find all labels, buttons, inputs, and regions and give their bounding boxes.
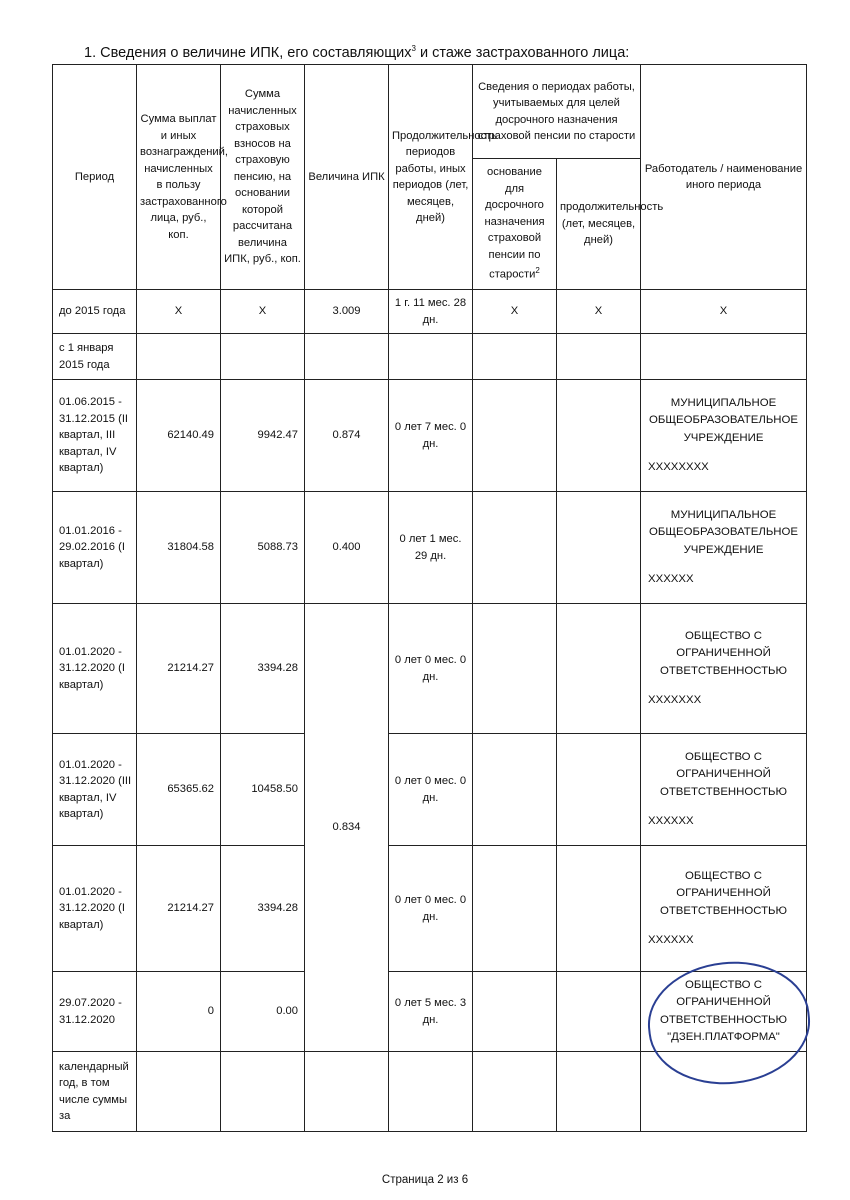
cell-early-duration — [557, 380, 641, 492]
table-row — [53, 492, 807, 604]
table-row — [53, 380, 807, 492]
cell-employer — [641, 380, 807, 492]
cell-early-duration: X — [557, 290, 641, 334]
table-row — [53, 290, 807, 334]
cell-duration — [389, 334, 473, 380]
cell-ipk: 0.874 — [305, 380, 389, 492]
cell-ipk: 3.009 — [305, 290, 389, 334]
cell-employer — [641, 734, 807, 846]
employer-code: XXXXXXX — [648, 694, 702, 706]
cell-early-duration — [557, 846, 641, 972]
cell-period: до 2015 года — [53, 290, 137, 334]
cell-contributions: 0.00 — [221, 972, 305, 1052]
cell-period: 01.01.2016 - 29.02.2016 (I квартал) — [53, 492, 137, 604]
cell-early-duration — [557, 334, 641, 380]
cell-basis — [473, 492, 557, 604]
cell-period: 01.01.2020 - 31.12.2020 (III квартал, IV квартал) — [53, 734, 137, 846]
header-early-duration: продолжительность (лет, месяцев, дней) — [557, 159, 641, 290]
cell-employer — [641, 492, 807, 604]
cell-period: 01.06.2015 - 31.12.2015 (II квартал, III квартал, IV квартал) — [53, 380, 137, 492]
cell-basis — [473, 734, 557, 846]
employer-code: XXXXXX — [648, 934, 694, 946]
cell-payments — [137, 334, 221, 380]
employer-name: ОБЩЕСТВО С ОГРАНИЧЕННОЙ ОТВЕТСТВЕННОСТЬЮ — [659, 629, 788, 677]
header-sum-payments: Сумма выплат и иных вознаграждений, начисленных в пользу застрахованного лица, руб., коп. — [137, 65, 221, 290]
cell-basis — [473, 1052, 557, 1132]
cell-ipk-merged: 0.834 — [305, 604, 389, 1052]
cell-duration: 0 лет 0 мес. 0 дн. — [389, 846, 473, 972]
cell-basis — [473, 972, 557, 1052]
cell-contributions: 5088.73 — [221, 492, 305, 604]
cell-duration: 0 лет 0 мес. 0 дн. — [389, 734, 473, 846]
cell-period: 01.01.2020 - 31.12.2020 (I квартал) — [53, 604, 137, 734]
cell-employer: ОБЩЕСТВО С ОГРАНИЧЕННОЙ ОТВЕТСТВЕННОСТЬЮ "ДЗЕН.ПЛАТФОРМА" — [641, 972, 807, 1052]
table-row — [53, 846, 807, 972]
table-row — [53, 604, 807, 734]
employer-code: XXXXXX — [648, 815, 694, 827]
header-employer: Работодатель / наименование иного периода — [641, 65, 807, 290]
cell-contributions: 10458.50 — [221, 734, 305, 846]
employer-code: XXXXXX — [648, 573, 694, 585]
cell-employer: X — [641, 290, 807, 334]
cell-payments: 62140.49 — [137, 380, 221, 492]
header-early-basis: основание для досрочного назначения страховой пенсии по старости$^2$ — [473, 159, 557, 290]
cell-payments: 21214.27 — [137, 846, 221, 972]
cell-duration: 1 г. 11 мес. 28 дн. — [389, 290, 473, 334]
cell-contributions — [221, 334, 305, 380]
page-number: Страница 2 из 6 — [381, 1174, 469, 1186]
table-row — [53, 734, 807, 846]
header-early-group: Сведения о периодах работы, учитываемых для целей досрочного назначения страховой пенсии по старости — [473, 65, 641, 159]
cell-payments — [137, 1052, 221, 1132]
cell-duration — [389, 1052, 473, 1132]
cell-ipk: 0.400 — [305, 492, 389, 604]
cell-payments: 21214.27 — [137, 604, 221, 734]
cell-duration: 0 лет 5 мес. 3 дн. — [389, 972, 473, 1052]
cell-contributions — [221, 1052, 305, 1132]
cell-early-duration — [557, 972, 641, 1052]
cell-payments: 0 — [137, 972, 221, 1052]
cell-early-duration — [557, 1052, 641, 1132]
cell-duration: 0 лет 7 мес. 0 дн. — [389, 380, 473, 492]
cell-early-duration — [557, 604, 641, 734]
cell-basis — [473, 604, 557, 734]
employer-name: ОБЩЕСТВО С ОГРАНИЧЕННОЙ ОТВЕТСТВЕННОСТЬЮ — [659, 869, 788, 917]
employer-name: ОБЩЕСТВО С ОГРАНИЧЕННОЙ ОТВЕТСТВЕННОСТЬЮ — [659, 750, 788, 798]
cell-employer — [641, 334, 807, 380]
cell-early-duration — [557, 734, 641, 846]
cell-payments: X — [137, 290, 221, 334]
header-ipk: Величина ИПК — [305, 65, 389, 290]
employer-name: МУНИЦИПАЛЬНОЕ ОБЩЕОБРАЗОВАТЕЛЬНОЕ УЧРЕЖДЕНИЕ — [649, 508, 798, 556]
header-sum-contributions: Сумма начисленных страховых взносов на страховую пенсию, на основании которой рассчитана величина ИПК, руб., коп. — [221, 65, 305, 290]
cell-basis: X — [473, 290, 557, 334]
cell-duration: 0 лет 0 мес. 0 дн. — [389, 604, 473, 734]
cell-contributions: 9942.47 — [221, 380, 305, 492]
cell-early-duration — [557, 492, 641, 604]
cell-payments: 31804.58 — [137, 492, 221, 604]
cell-period: 01.01.2020 - 31.12.2020 (I квартал) — [53, 846, 137, 972]
section-title: 1. Сведения о величине ИПК, его составляющих$^3$ и стаже застрахованного лица: — [84, 44, 630, 61]
header-duration: Продолжительность периодов работы, иных периодов (лет, месяцев, дней) — [389, 65, 473, 290]
employer-name: МУНИЦИПАЛЬНОЕ ОБЩЕОБРАЗОВАТЕЛЬНОЕ УЧРЕЖДЕНИЕ — [649, 396, 798, 444]
cell-employer — [641, 604, 807, 734]
cell-ipk — [305, 334, 389, 380]
cell-contributions: 3394.28 — [221, 846, 305, 972]
cell-contributions: 3394.28 — [221, 604, 305, 734]
cell-period: календарный год, в том числе суммы за — [53, 1052, 137, 1132]
cell-duration: 0 лет 1 мес. 29 дн. — [389, 492, 473, 604]
cell-payments: 65365.62 — [137, 734, 221, 846]
table-row — [53, 334, 807, 380]
cell-employer — [641, 846, 807, 972]
section-title-footnote: 3 — [411, 44, 416, 53]
cell-basis — [473, 380, 557, 492]
cell-period: 29.07.2020 - 31.12.2020 — [53, 972, 137, 1052]
cell-basis — [473, 846, 557, 972]
cell-period: с 1 января 2015 года — [53, 334, 137, 380]
cell-ipk — [305, 1052, 389, 1132]
employer-code: XXXXXXXX — [648, 461, 709, 473]
header-period: Период — [53, 65, 137, 290]
cell-basis — [473, 334, 557, 380]
cell-contributions: X — [221, 290, 305, 334]
